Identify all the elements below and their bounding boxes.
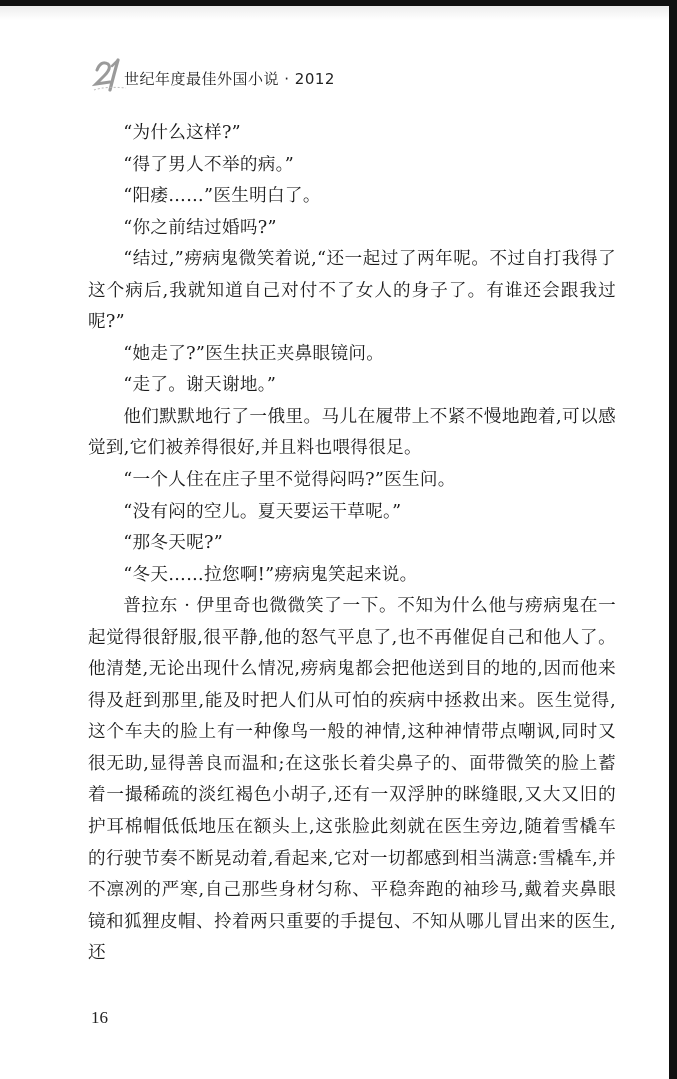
paragraph: 普拉东 · 伊里奇也微微笑了一下。不知为什么他与痨病鬼在一起觉得很舒服,很平静,他的怒气平息了,也不再催促自己和他人了。他清楚,无论出现什么情况,痨病鬼都会把他送到目的地的,因而他来得及赶到那里,能及时把人们从可怕的疾病中拯救出来。医生觉得,这个车夫的脸上有一种像鸟一般的神情,这种神情带点嘲讽,同时又很无助,显得善良而温和;在这张长着尖鼻子的、面带微笑的脸上蓄着一撮稀疏的淡红褐色小胡子,还有一双浮肿的眯缝眼,又大又旧的护耳棉帽低低地压在额头上,这张脸此刻就在医生旁边,随着雪橇车的行驶节奏不断晃动着,看起来,它对一切都感到相当满意:雪橇车,并不凛冽的严寒,自己那些身材匀称、平稳奔跑的袖珍马,戴着夹鼻眼镜和狐狸皮帽、拎着两只重要的手提包、不知从哪儿冒出来的医生,还 [88, 596, 616, 964]
scan-border-right [669, 0, 677, 1079]
twenty-first-century-logo-icon [92, 56, 128, 94]
paragraph: “得了男人不举的病。” [123, 154, 295, 175]
paragraph: “一个人住在庄子里不觉得闷吗?”医生问。 [123, 470, 456, 491]
paragraph: “你之前结过婚吗?” [123, 217, 277, 238]
paragraph: “没有闷的空儿。夏天要运干草呢。” [123, 501, 402, 522]
paragraph: “她走了?”医生扶正夹鼻眼镜问。 [123, 343, 385, 364]
paragraph: “结过,”痨病鬼微笑着说,“还一起过了两年呢。不过自打我得了这个病后,我就知道自己对付不了女人的身子了。有谁还会跟我过呢?” [88, 249, 616, 333]
running-header [92, 56, 592, 96]
header-title: 世纪年度最佳外国小说 · 2012 [124, 70, 335, 88]
paragraph: “走了。谢天谢地。” [123, 375, 277, 396]
paragraph: “为什么这样?” [123, 123, 241, 143]
paragraph: “阳痿……”医生明白了。 [123, 186, 321, 207]
paragraph: 他们默默地行了一俄里。马儿在履带上不紧不慢地跑着,可以感觉到,它们被养得很好,并且料也喂得很足。 [88, 406, 616, 459]
page-number: 16 [91, 1008, 108, 1027]
paragraph: “那冬天呢?” [123, 533, 224, 554]
paragraph: “冬天……拉您啊!”痨病鬼笑起来说。 [123, 564, 418, 585]
scan-border-top [0, 0, 677, 6]
body-text [88, 118, 616, 970]
